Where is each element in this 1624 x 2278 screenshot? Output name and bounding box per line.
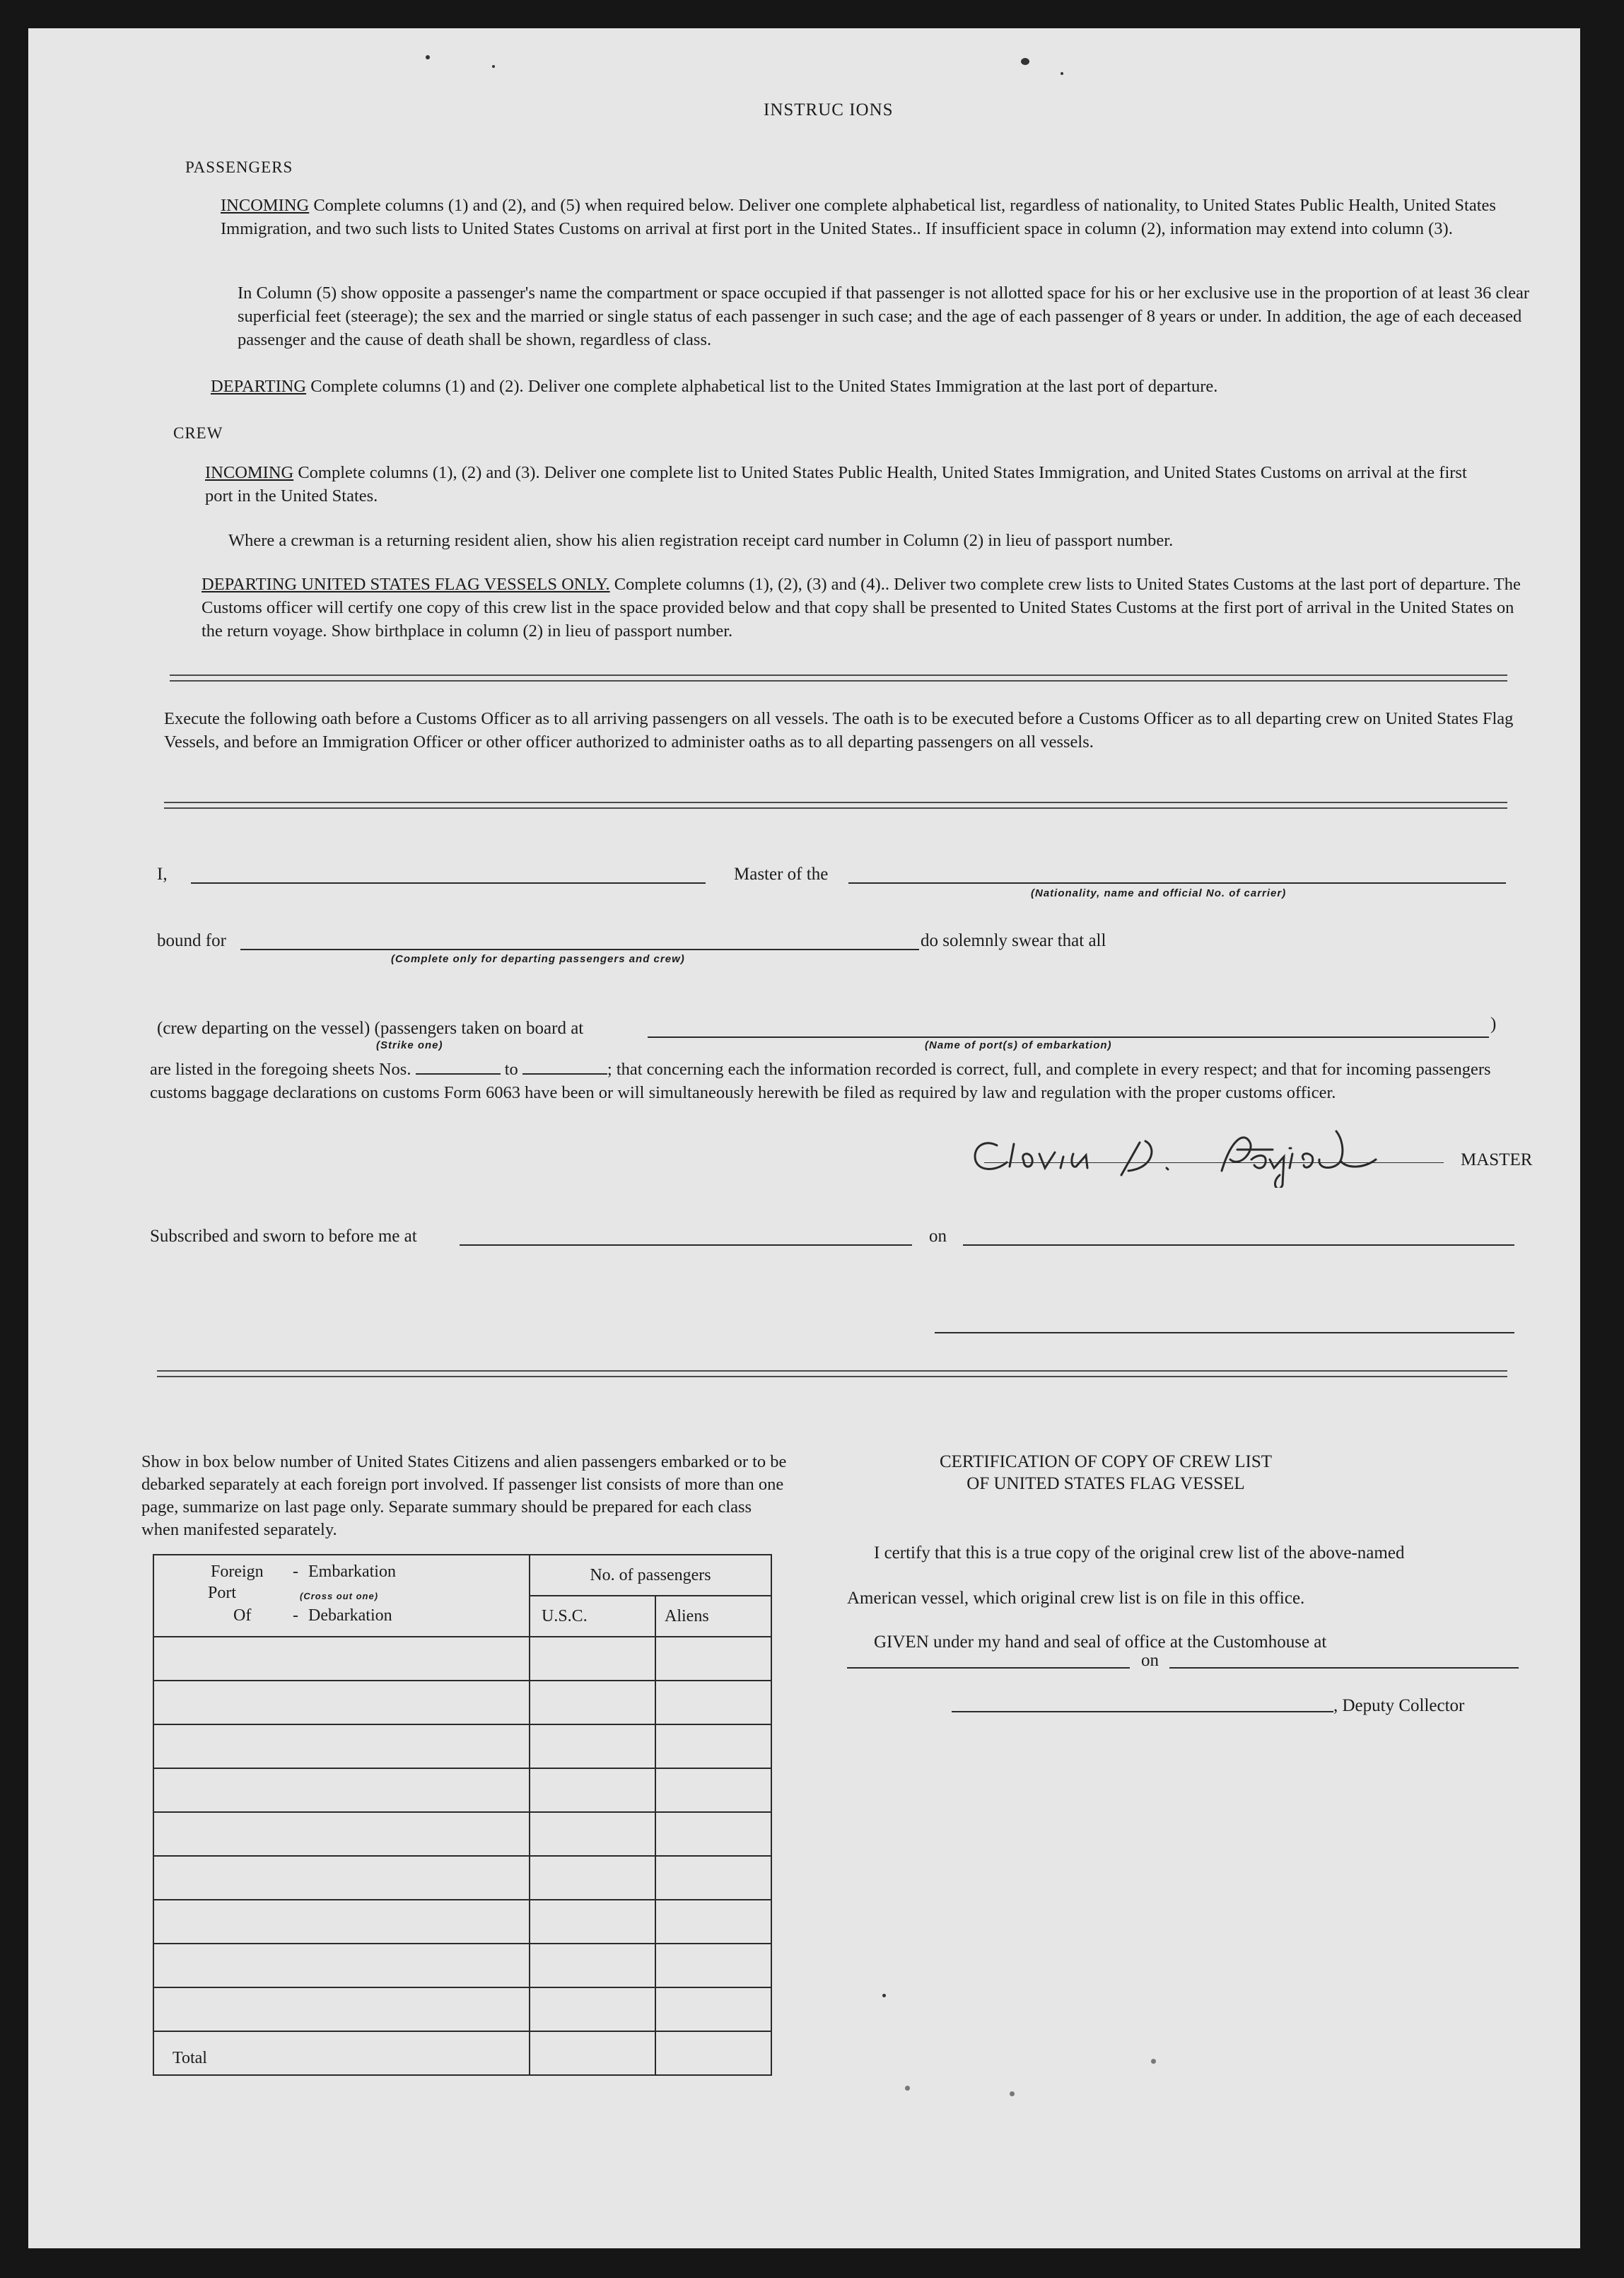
summary-instructions: Show in box below number of United States Citizens and alien passengers embarked or to be debarked separately at each foreign port involved. If passenger list consists of more than one page, summarize on last page only. Separate summary should be prepared for each class when manifested separately.	[141, 1452, 787, 1539]
sworn-date-field[interactable]	[963, 1244, 1514, 1246]
sworn-location-field[interactable]	[460, 1244, 912, 1246]
signature-line[interactable]	[984, 1162, 1444, 1163]
scan-speck	[1061, 72, 1063, 75]
dash-label: -	[293, 1563, 298, 1581]
usc-cell[interactable]	[530, 1856, 655, 1900]
aliens-cell[interactable]	[655, 1681, 771, 1724]
master-of-the-label: Master of the	[734, 865, 829, 884]
passengers-incoming-paragraph	[221, 194, 1543, 240]
crew-heading: CREW	[173, 424, 223, 442]
port-cell[interactable]	[153, 1681, 530, 1724]
embarkation-port-caption: (Name of port(s) of embarkation)	[925, 1039, 1112, 1051]
port-cell[interactable]	[153, 1944, 530, 1987]
section-divider	[170, 674, 1507, 682]
certification-title	[908, 1451, 1304, 1495]
aliens-cell[interactable]	[655, 1724, 771, 1768]
usc-cell[interactable]	[530, 1987, 655, 2031]
cert-on-label: on	[1141, 1651, 1159, 1670]
sheets-prefix: are listed in the foregoing sheets Nos.	[150, 1060, 411, 1079]
master-name-field[interactable]	[191, 882, 706, 884]
section-divider	[164, 802, 1507, 809]
port-cell[interactable]	[153, 1724, 530, 1768]
passengers-departing-label: DEPARTING	[211, 377, 307, 396]
passengers-incoming-text: Complete columns (1) and (2), and (5) when required below. Deliver one complete alphabetical list, regardless of nationality, to United States Public Health, United States Immigration, and two such lists to United States Customs on arrival at first port in the United States.. If insufficient space in column (2), information may extend into column (3).	[221, 196, 1496, 238]
aliens-cell[interactable]	[655, 1900, 771, 1944]
usc-cell[interactable]	[530, 1812, 655, 1856]
aliens-total-cell[interactable]	[655, 2031, 771, 2075]
port-label: Port	[208, 1584, 237, 1602]
oath-instructions: Execute the following oath before a Customs Officer as to all arriving passengers on all vessels. The oath is to be executed before a Customs Officer as to all departing crew on United States Flag Vessels, and before an Immigration Officer or other officer authorized to administer oaths as to all departing passengers on all vessels.	[164, 709, 1514, 752]
sheets-to-label: to	[504, 1060, 518, 1079]
master-signature	[954, 1110, 1449, 1188]
scan-speck	[426, 55, 430, 59]
oath-i-label: I,	[157, 865, 168, 884]
dash-label-2: -	[293, 1606, 298, 1625]
scan-speck	[492, 65, 495, 68]
crew-flag-vessels-text: Complete columns (1), (2), (3) and (4).. Deliver two complete crew lists to United States Customs at the last port of departure. The Customs officer will certify one copy of this crew list in the space provided below and that copy shall be presented to United States Customs at the first port of arrival in the United States on the return voyage. Show birthplace in column (2) in lieu of passport number.	[201, 575, 1521, 641]
crew-incoming-text: Complete columns (1), (2) and (3). Deliver one complete list to United States Public Health, United States Immigration, and United States Customs on arrival at the first port in the United States.	[205, 463, 1467, 506]
foregoing-sheets-paragraph	[150, 1058, 1536, 1104]
carrier-field[interactable]	[848, 882, 1506, 884]
sworn-on-label: on	[929, 1227, 947, 1246]
scan-speck	[1010, 2091, 1015, 2096]
crew-departing-text: (crew departing on the vessel) (passengers taken on board at	[157, 1019, 584, 1038]
aliens-cell[interactable]	[655, 1856, 771, 1900]
port-cell[interactable]	[153, 1900, 530, 1944]
sheets-suffix: ; that concerning each the information recorded is correct, full, and complete in every respect; and that for incoming passengers customs baggage declarations on customs Form 6063 have been or will simultaneously herewith be filed as required by law and regulation with the proper customs officer.	[150, 1060, 1491, 1102]
sheet-to-field[interactable]	[522, 1059, 607, 1075]
total-label: Total	[153, 2031, 530, 2075]
destination-field[interactable]	[240, 949, 919, 950]
passengers-departing-paragraph	[211, 375, 1540, 398]
crew-flag-vessels-paragraph	[201, 573, 1531, 643]
certify-text-line2: American vessel, which original crew list is on file in this office.	[847, 1589, 1305, 1608]
section-divider	[157, 1370, 1507, 1377]
aliens-cell[interactable]	[655, 1768, 771, 1812]
strike-one-caption: (Strike one)	[376, 1039, 443, 1051]
usc-cell[interactable]	[530, 1637, 655, 1681]
of-label: Of	[233, 1606, 252, 1625]
embarkation-port-field[interactable]	[648, 1036, 1489, 1038]
crew-resident-alien-note: Where a crewman is a returning resident alien, show his alien registration receipt card number in Column (2) in lieu of passport number.	[228, 531, 1174, 550]
deputy-collector-label: , Deputy Collector	[1333, 1696, 1465, 1715]
solemnly-swear-text: do solemnly swear that all	[921, 931, 1106, 950]
usc-header: U.S.C.	[530, 1596, 655, 1637]
aliens-cell[interactable]	[655, 1944, 771, 1987]
usc-cell[interactable]	[530, 1900, 655, 1944]
usc-cell[interactable]	[530, 1724, 655, 1768]
cross-out-one-caption: (Cross out one)	[300, 1591, 379, 1601]
aliens-header: Aliens	[655, 1596, 771, 1637]
port-cell[interactable]	[153, 1856, 530, 1900]
passengers-departing-text: Complete columns (1) and (2). Deliver one complete alphabetical list to the United States Immigration at the last port of departure.	[310, 377, 1218, 396]
embarkation-label: Embarkation	[308, 1563, 396, 1581]
port-summary-table	[153, 1554, 772, 2076]
crew-incoming-paragraph	[205, 461, 1492, 508]
bound-for-label: bound for	[157, 931, 226, 950]
certification-title-line1: CERTIFICATION OF COPY OF CREW LIST	[939, 1452, 1273, 1471]
customhouse-field[interactable]	[847, 1667, 1130, 1669]
port-cell[interactable]	[153, 1637, 530, 1681]
certification-date-field[interactable]	[1169, 1667, 1519, 1669]
port-cell[interactable]	[153, 1768, 530, 1812]
passengers-incoming-label: INCOMING	[221, 196, 310, 215]
foreign-label: Foreign	[211, 1563, 264, 1581]
usc-cell[interactable]	[530, 1681, 655, 1724]
aliens-cell[interactable]	[655, 1812, 771, 1856]
passengers-heading: PASSENGERS	[185, 158, 293, 176]
officer-signature-field[interactable]	[935, 1332, 1514, 1333]
port-cell[interactable]	[153, 1812, 530, 1856]
debarkation-label: Debarkation	[308, 1606, 392, 1625]
crew-incoming-label: INCOMING	[205, 463, 294, 482]
master-title: MASTER	[1461, 1150, 1533, 1169]
usc-cell[interactable]	[530, 1768, 655, 1812]
scan-speck	[905, 2086, 910, 2091]
given-under-hand-text: GIVEN under my hand and seal of office at the Customhouse at	[874, 1632, 1327, 1652]
destination-field-caption: (Complete only for departing passengers and crew)	[391, 953, 685, 965]
certification-title-line2: OF UNITED STATES FLAG VESSEL	[966, 1474, 1245, 1493]
port-column-header	[153, 1555, 530, 1637]
instructions-heading: INSTRUC IONS	[764, 100, 894, 119]
scan-speck	[882, 1994, 886, 1997]
subscribed-sworn-label: Subscribed and sworn to before me at	[150, 1227, 417, 1246]
carrier-field-caption: (Nationality, name and official No. of carrier)	[1031, 887, 1287, 899]
aliens-cell[interactable]	[655, 1987, 771, 2031]
crew-flag-vessels-label: DEPARTING UNITED STATES FLAG VESSELS ONLY.	[201, 575, 610, 594]
certify-text-line1: I certify that this is a true copy of the original crew list of the above-named	[874, 1543, 1405, 1563]
deputy-collector-signature-field[interactable]	[952, 1711, 1333, 1712]
aliens-cell[interactable]	[655, 1637, 771, 1681]
scan-speck	[1021, 58, 1029, 65]
sheet-from-field[interactable]	[416, 1059, 501, 1075]
form-page	[28, 28, 1580, 2248]
port-cell[interactable]	[153, 1987, 530, 2031]
usc-total-cell[interactable]	[530, 2031, 655, 2075]
no-of-passengers-header: No. of passengers	[530, 1555, 771, 1596]
scan-speck	[1151, 2059, 1156, 2064]
closing-paren: )	[1490, 1015, 1497, 1034]
usc-cell[interactable]	[530, 1944, 655, 1987]
column-five-paragraph: In Column (5) show opposite a passenger's name the compartment or space occupied if that passenger is not allotted space for his or her exclusive use in the proportion of at least 36 clear superficial feet (steerage); the sex and the married or single status of each passenger in such case; and the age of each passenger of 8 years or under. In addition, the age of each deceased passenger and the cause of death shall be shown, regardless of class.	[238, 284, 1530, 349]
